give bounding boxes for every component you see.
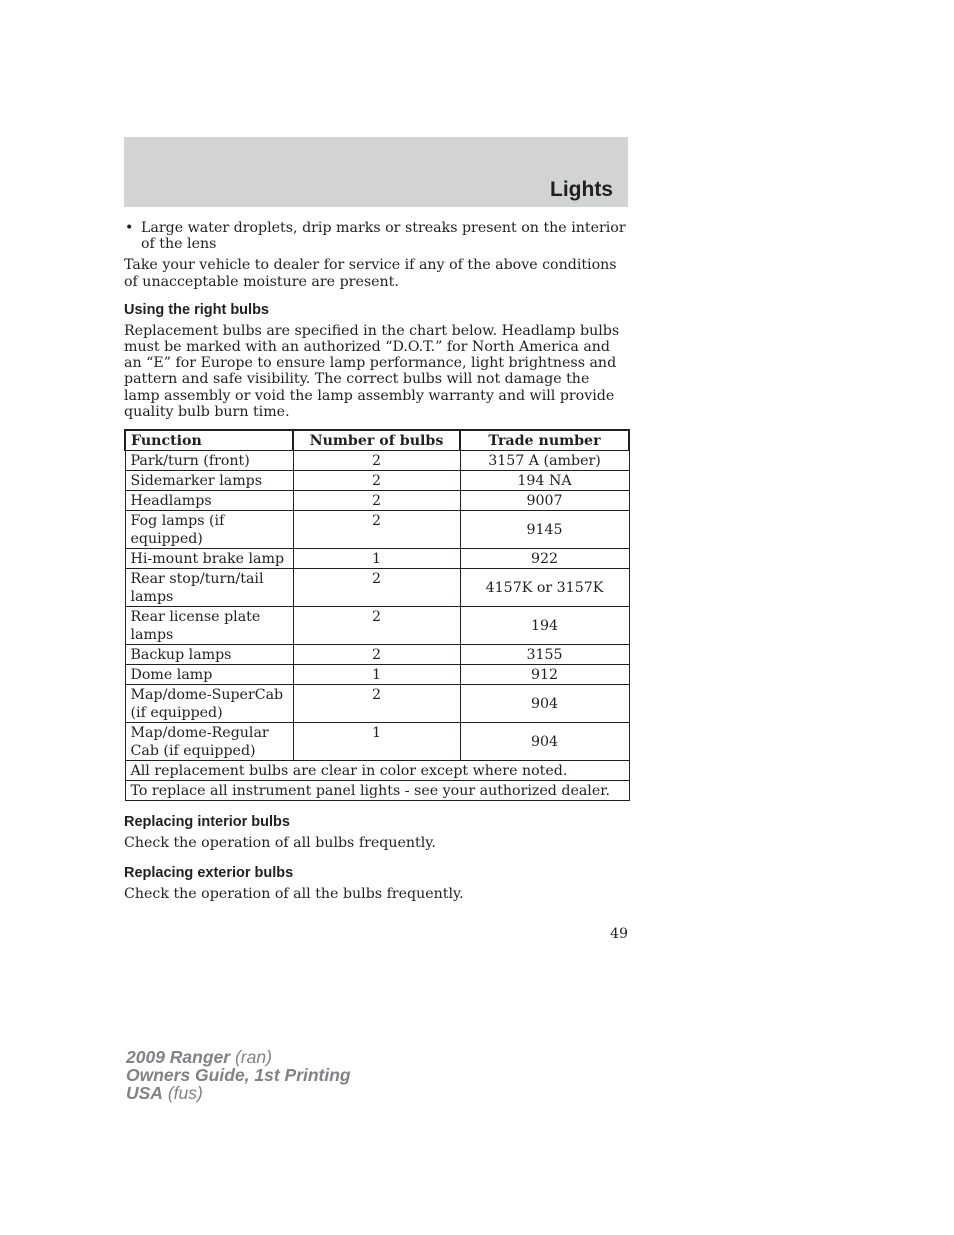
cell-function: Backup lamps	[125, 645, 293, 665]
footer-market: USA	[126, 1083, 163, 1103]
table-row	[125, 665, 629, 685]
cell-function: Sidemarker lamps	[125, 471, 293, 491]
section-heading-bulbs: Using the right bulbs	[124, 301, 269, 318]
bullet-text: Large water droplets, drip marks or streaks present on the interior of the lens	[141, 220, 626, 253]
table-row	[125, 569, 629, 607]
footer-guide: Owners Guide, 1st Printing	[126, 1065, 351, 1085]
column-header-function: Function	[125, 430, 293, 451]
cell-count: 2	[293, 491, 460, 511]
section-heading-interior: Replacing interior bulbs	[124, 814, 290, 831]
cell-count: 2	[293, 511, 460, 549]
table-row	[125, 723, 629, 761]
cell-trade: 3155	[460, 645, 629, 665]
footer-model: 2009 Ranger	[126, 1047, 231, 1067]
cell-count: 2	[293, 451, 460, 471]
cell-function: Fog lamps (if equipped)	[125, 511, 293, 549]
cell-trade: 4157K or 3157K	[460, 569, 629, 607]
table-row	[125, 491, 629, 511]
cell-trade: 194	[460, 607, 629, 645]
cell-trade: 912	[460, 665, 629, 685]
cell-count: 2	[293, 685, 460, 723]
cell-function: Headlamps	[125, 491, 293, 511]
cell-function: Park/turn (front)	[125, 451, 293, 471]
cell-trade: 904	[460, 685, 629, 723]
bulb-table	[124, 429, 630, 801]
table-note: All replacement bulbs are clear in color except where noted.	[125, 761, 629, 781]
column-header-count: Number of bulbs	[293, 430, 460, 451]
cell-trade: 904	[460, 723, 629, 761]
bullet-item	[124, 220, 628, 252]
table-row	[125, 451, 629, 471]
cell-count: 1	[293, 549, 460, 569]
page-content	[124, 220, 628, 902]
table-row	[125, 511, 629, 549]
cell-trade: 9007	[460, 491, 629, 511]
cell-trade: 922	[460, 549, 629, 569]
cell-count: 2	[293, 569, 460, 607]
table-row	[125, 471, 629, 491]
interior-paragraph: Check the operation of all bulbs frequently.	[124, 835, 436, 852]
cell-trade: 9145	[460, 511, 629, 549]
chapter-header-band	[124, 137, 628, 207]
cell-trade: 194 NA	[460, 471, 629, 491]
table-row	[125, 685, 629, 723]
footer-market-code: (fus)	[167, 1083, 203, 1103]
cell-function: Hi-mount brake lamp	[125, 549, 293, 569]
table-note-row	[125, 781, 629, 801]
bulbs-paragraph: Replacement bulbs are specified in the chart below. Headlamp bulbs must be marked with an authorized “D.O.T.” for North America and an “E” for Europe to ensure lamp performance, light brightness and pattern and safe visibility. The correct bulbs will not damage the lamp assembly or void the lamp assembly warranty and will provide quality bulb burn time.	[124, 322, 620, 420]
table-note: To replace all instrument panel lights - see your authorized dealer.	[125, 781, 629, 801]
cell-count: 2	[293, 645, 460, 665]
exterior-paragraph: Check the operation of all the bulbs frequently.	[124, 886, 464, 903]
bullet-dot-icon: •	[125, 220, 134, 236]
table-row	[125, 549, 629, 569]
cell-trade: 3157 A (amber)	[460, 451, 629, 471]
table-header-row	[125, 430, 629, 451]
table-row	[125, 645, 629, 665]
cell-count: 2	[293, 471, 460, 491]
footer-model-code: (ran)	[234, 1047, 272, 1067]
table-note-row	[125, 761, 629, 781]
section-heading-exterior: Replacing exterior bulbs	[124, 865, 294, 882]
cell-function: Map/dome-SuperCab (if equipped)	[125, 685, 293, 723]
cell-count: 2	[293, 607, 460, 645]
footer-imprint	[126, 1048, 351, 1102]
cell-function: Map/dome-Regular Cab (if equipped)	[125, 723, 293, 761]
cell-function: Dome lamp	[125, 665, 293, 685]
intro-paragraph: Take your vehicle to dealer for service if any of the above conditions of unacceptable moisture are present.	[124, 257, 617, 290]
cell-function: Rear stop/turn/tail lamps	[125, 569, 293, 607]
page-number: 49	[610, 926, 628, 942]
cell-count: 1	[293, 723, 460, 761]
chapter-title: Lights	[550, 178, 613, 201]
cell-count: 1	[293, 665, 460, 685]
cell-function: Rear license plate lamps	[125, 607, 293, 645]
column-header-trade: Trade number	[460, 430, 629, 451]
table-row	[125, 607, 629, 645]
